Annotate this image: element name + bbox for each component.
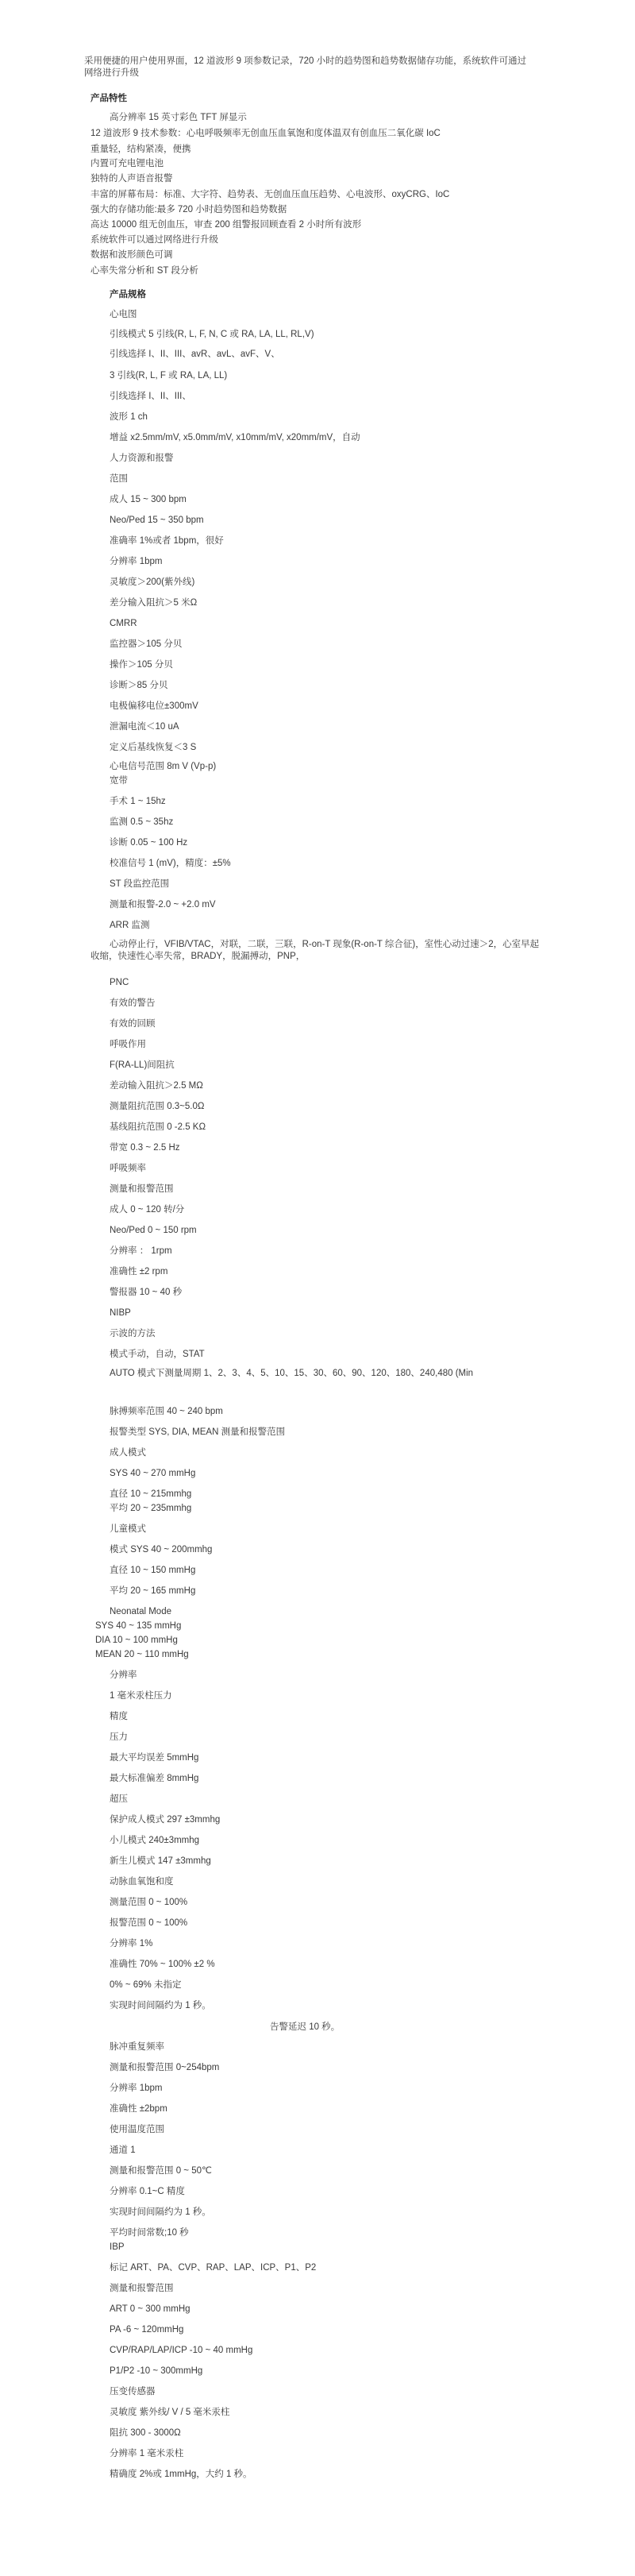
spec-line: 准确性 ±2bpm [110,2104,167,2114]
spec-line: 通道 1 [110,2145,136,2155]
spec-line: 超压 [110,1794,128,1804]
spec-line: 测量阻抗范围 0.3~5.0Ω [110,1102,205,1111]
spec-line: 分辨率 1bpm [110,557,163,566]
spec-line: 测量和报警范围 0~254bpm [110,2063,220,2072]
spec-line: ARR 监测 [110,921,150,930]
spec-line: 3 引线(R, L, F 或 RA, LA, LL) [110,371,228,380]
spec-line: 带宽 0.3 ~ 2.5 Hz [110,1143,180,1153]
spec-line: 差分输入阻抗＞5 米Ω [110,598,198,608]
spec-line: 测量和报警范围 [110,1184,174,1194]
spec-line: 准确性 70% ~ 100% ±2 % [110,1960,215,1969]
spec-line: 模式 SYS 40 ~ 200mmhg [110,1545,213,1554]
spec-line: 最大平均误差 5mmHg [110,1753,199,1763]
spec-line: 报警类型 SYS, DIA, MEAN 测量和报警范围 [110,1427,286,1437]
spec-line: 诊断 0.05 ~ 100 Hz [110,838,188,848]
spec-line: MEAN 20 ~ 110 mmHg [95,1650,189,1659]
spec-line: 监控器＞105 分贝 [110,639,183,649]
spec-line: 成人模式 [110,1448,146,1458]
spec-line: AUTO 模式下测量周期 1、2、3、4、5、10、15、30、60、90、120、180、240,480 (Min [110,1369,474,1378]
spec-line: Neonatal Mode [110,1607,171,1616]
spec-line: 增益 x2.5mm/mV, x5.0mm/mV, x10mm/mV, x20mm/mV，自动 [110,433,360,442]
spec-line: 动脉血氧饱和度 [110,1877,174,1887]
spec-line: 告警延迟 10 秒。 [270,2022,341,2032]
feature-item: 强大的存储功能:最多 720 小时趋势图和趋势数据 [90,205,287,214]
spec-line: 平均 20 ~ 165 mmHg [110,1586,196,1596]
intro-paragraph: 采用便捷的用户使用界面，12 道波形 9 项参数记录，720 小时的趋势图和趋势数据储存功能，系统软件可通过网络进行升级 [84,56,527,78]
spec-line: 手术 1 ~ 15hz [110,797,166,806]
feature-item: 高分辨率 15 英寸彩色 TFT 屏显示 [110,113,247,122]
spec-line: Neo/Ped 0 ~ 150 rpm [110,1226,197,1235]
spec-line: 最大标准偏差 8mmHg [110,1774,199,1783]
spec-line: 有效的警告 [110,998,156,1008]
spec-line: 精确度 2%或 1mmHg，大约 1 秒。 [110,2470,252,2479]
spec-line: 保护成人模式 297 ±3mmhg [110,1815,221,1825]
spec-line: 引线模式 5 引线(R, L, F, N, C 或 RA, LA, LL, RL,V) [110,330,314,339]
feature-item: 内置可充电锂电池 [90,159,164,168]
spec-line: 准确率 1%或者 1bpm，很好 [110,536,224,546]
spec-title: 产品规格 [110,290,146,299]
spec-line: 分辨率 [110,1670,137,1680]
spec-line: 小儿模式 240±3mmhg [110,1836,200,1845]
spec-line: 呼吸作用 [110,1040,146,1049]
spec-line: 测量和报警范围 0 ~ 50℃ [110,2166,212,2176]
spec-line: 脉搏频率范围 40 ~ 240 bpm [110,1407,223,1416]
spec-line: 儿童模式 [110,1524,146,1534]
spec-line: 心电图 [110,310,137,319]
spec-line: 成人 15 ~ 300 bpm [110,495,187,504]
spec-line: 使用温度范围 [110,2125,164,2134]
spec-line: SYS 40 ~ 270 mmHg [110,1469,196,1478]
spec-line: 宽带 [110,776,128,786]
spec-line: CMRR [110,619,137,628]
spec-line: 波形 1 ch [110,412,148,422]
spec-line: 定义后基线恢复＜3 S [110,743,197,752]
spec-line: 压变传感器 [110,2387,156,2396]
feature-item: 数据和波形颜色可调 [90,250,173,260]
feature-item: 重量轻，结构紧凑，便携 [90,145,191,154]
spec-line: 0% ~ 69% 未指定 [110,1980,182,1990]
feature-item: 12 道波形 9 技术参数：心电呼吸频率无创血压血氧饱和度体温双有创血压二氧化碳 IoC [90,129,441,138]
feature-item: 丰富的屏幕布局：标准、大字符、趋势表、无创血压血压趋势、心电波形、oxyCRG、IoC [90,190,450,199]
spec-line: PA -6 ~ 120mmHg [110,2325,184,2335]
spec-line: 报警范围 0 ~ 100% [110,1918,188,1928]
spec-line: 引线选择 I、II、III、 [110,392,191,401]
spec-line: 心电信号范围 8m V (Vp-p) [110,762,217,771]
spec-line: 阻抗 300 - 3000Ω [110,2428,181,2438]
spec-line: NIBP [110,1308,131,1318]
spec-line: Neo/Ped 15 ~ 350 bpm [110,516,204,525]
spec-line: 警报器 10 ~ 40 秒 [110,1288,183,1297]
spec-line: 分辨率 1% [110,1939,153,1948]
spec-line: 灵敏度＞200(紫外线) [110,577,195,587]
spec-line: F(RA-LL)间阻抗 [110,1060,175,1070]
spec-line: 压力 [110,1732,128,1742]
spec-line: 基线阻抗范围 0 -2.5 KΩ [110,1122,206,1132]
spec-line: 监测 0.5 ~ 35hz [110,817,174,827]
spec-line: ART 0 ~ 300 mmHg [110,2304,190,2314]
spec-line: 直径 10 ~ 150 mmHg [110,1566,196,1575]
spec-line: 平均 20 ~ 235mmhg [110,1504,192,1513]
spec-line: 标记 ART、PA、CVP、RAP、LAP、ICP、P1、P2 [110,2263,317,2273]
spec-line: 成人 0 ~ 120 转/分 [110,1205,185,1215]
feature-item: 独特的人声语音报警 [90,174,173,183]
feature-item: 高达 10000 组无创血压，审查 200 组警报回顾查看 2 小时所有波形 [90,220,362,230]
spec-line: 人力资源和报警 [110,454,174,463]
spec-line: 1 毫米汞柱压力 [110,1691,172,1701]
spec-line: 示波的方法 [110,1329,156,1338]
spec-line: 差动输入阻抗＞2.5 MΩ [110,1081,203,1091]
spec-line: 操作＞105 分贝 [110,660,173,670]
spec-line: 测量范围 0 ~ 100% [110,1898,188,1907]
spec-line: 模式手动，自动，STAT [110,1350,205,1359]
spec-line: 分辨率 0.1~C 精度 [110,2187,185,2196]
feature-item: 系统软件可以通过网络进行升级 [90,235,218,245]
spec-line: CVP/RAP/LAP/ICP -10 ~ 40 mmHg [110,2346,253,2355]
spec-line: 分辨率 1 毫米汞柱 [110,2449,184,2458]
spec-line: ST 段监控范围 [110,879,170,889]
spec-line: 实现时间间隔约为 1 秒。 [110,2207,211,2217]
spec-line: 测量和报警范围 [110,2284,174,2293]
spec-line: 准确性 ±2 rpm [110,1267,168,1276]
spec-line: PNC [110,978,129,987]
spec-line: 分辨率 ： 1rpm [110,1246,172,1256]
spec-line: 新生儿模式 147 ±3mmhg [110,1856,211,1866]
feature-item: 心率失常分析和 ST 段分析 [90,266,198,276]
spec-line: 平均时间常数;10 秒 [110,2228,189,2238]
spec-line: 引线选择 I、II、III、avR、avL、avF、V、 [110,350,280,359]
spec-line: 泄漏电流＜10 uA [110,722,179,732]
spec-line: SYS 40 ~ 135 mmHg [95,1621,182,1631]
spec-line: 范围 [110,474,128,484]
spec-line: 脉冲重复频率 [110,2042,164,2052]
spec-line: 直径 10 ~ 215mmhg [110,1489,192,1499]
spec-line: 心动停止行，VFIB/VTAC，对联，二联，三联，R-on-T 现象(R-on-T 综合征)，室性心动过速＞2，心室早起收缩，快速性心率失常，BRADY，脱漏搏动，PNP， [90,940,540,961]
spec-line: 诊断＞85 分贝 [110,681,168,690]
spec-line: 校准信号 1 (mV)，精度：±5% [110,859,231,868]
spec-line: 呼吸频率 [110,1164,146,1173]
spec-line: IBP [110,2242,125,2252]
feature-title: 产品特性 [90,94,127,103]
spec-line: 精度 [110,1712,128,1721]
spec-line: 电极偏移电位±300mV [110,701,198,711]
spec-line: 测量和报警-2.0 ~ +2.0 mV [110,900,216,910]
spec-line: 分辨率 1bpm [110,2084,163,2093]
spec-line: 有效的回顾 [110,1019,156,1029]
spec-line: 实现时间间隔约为 1 秒。 [110,2001,211,2010]
spec-line: DIA 10 ~ 100 mmHg [95,1636,178,1645]
spec-line: 灵敏度 紫外线/ V / 5 毫米汞柱 [110,2408,230,2417]
spec-line: P1/P2 -10 ~ 300mmHg [110,2366,203,2376]
